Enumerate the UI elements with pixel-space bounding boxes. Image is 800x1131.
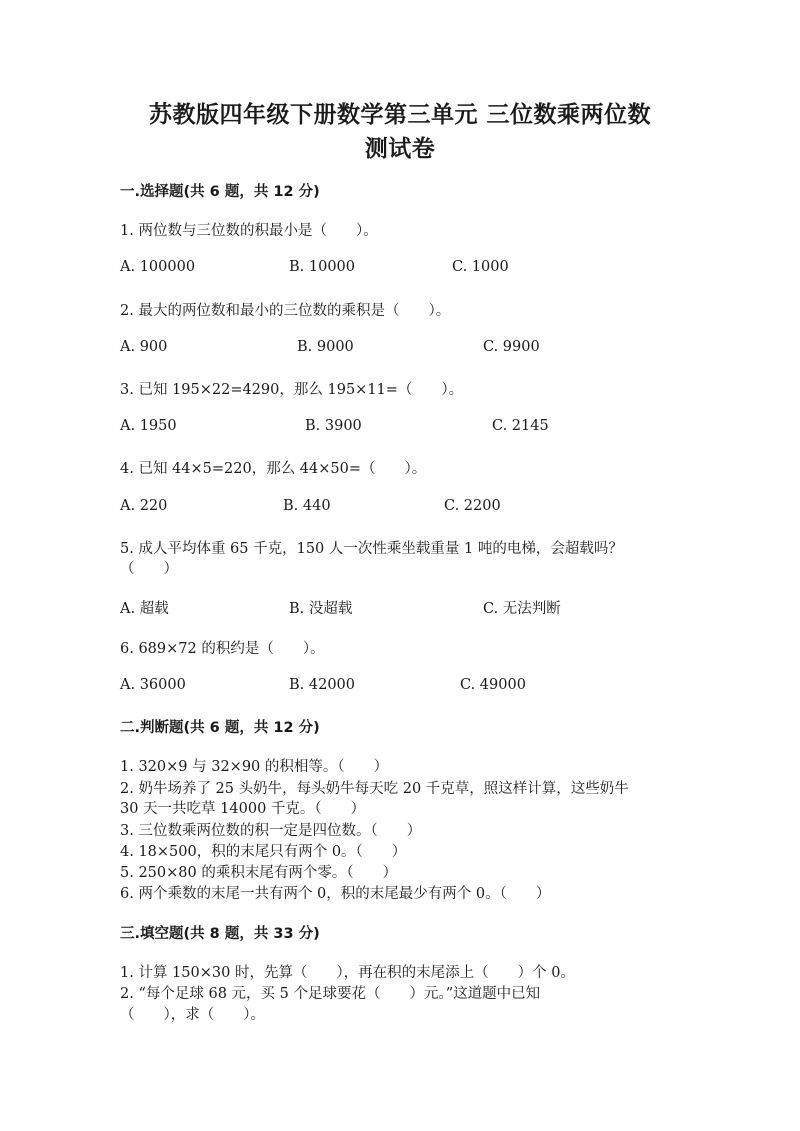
statement-line: 2. 奶牛场养了 25 头奶牛，每头奶牛每天吃 20 千克草，照这样计算，这些奶牛: [120, 781, 629, 797]
option-c: C. 9900: [483, 339, 540, 355]
question-stem: 6. 689×72 的积约是（ ）。: [120, 641, 325, 657]
fill-in-line: 2. “每个足球 68 元，买 5 个足球要花（ ）元。”这道题中已知: [120, 986, 541, 1002]
fill-in-line: （ ），求（ ）。: [120, 1007, 265, 1023]
option-a: A. 36000: [120, 677, 186, 693]
option-c: C. 无法判断: [483, 601, 561, 617]
section-heading-judgement: 二.判断题(共 6 题，共 12 分): [120, 720, 320, 736]
section-heading-choice: 一.选择题(共 6 题，共 12 分): [120, 184, 320, 200]
question-stem: 3. 已知 195×22=4290，那么 195×11=（ ）。: [120, 382, 464, 398]
question-stem: 1. 两位数与三位数的积最小是（ ）。: [120, 223, 378, 239]
question-stem: 4. 已知 44×5=220，那么 44×50=（ ）。: [120, 461, 427, 477]
question-stem-continued: （ ）: [120, 561, 178, 577]
section-heading-fill-in: 三.填空题(共 8 题，共 33 分): [120, 926, 320, 942]
option-c: C. 1000: [452, 259, 509, 275]
question-stem: 2. 最大的两位数和最小的三位数的乘积是（ ）。: [120, 303, 451, 319]
option-b: B. 10000: [289, 259, 356, 275]
option-b: B. 没超载: [289, 601, 353, 617]
option-a: A. 100000: [120, 259, 196, 275]
fill-in-line: 1. 计算 150×30 时，先算（ ），再在积的末尾添上（ ）个 0。: [120, 965, 576, 981]
question-stem: 5. 成人平均体重 65 千克，150 人一次性乘坐载重量 1 吨的电梯，会超载吗？: [120, 541, 623, 557]
option-c: C. 2145: [492, 418, 549, 434]
statement-line: 4. 18×500，积的末尾只有两个 0。（ ）: [120, 844, 407, 860]
option-a: A. 1950: [120, 418, 177, 434]
option-a: A. 220: [120, 498, 168, 514]
page-title-line2: 测试卷: [364, 136, 436, 162]
option-c: C. 49000: [460, 677, 526, 693]
option-b: B. 9000: [297, 339, 354, 355]
option-b: B. 440: [283, 498, 331, 514]
statement-line: 6. 两个乘数的末尾一共有两个 0，积的末尾最少有两个 0。（ ）: [120, 886, 551, 902]
statement-line: 30 天一共吃草 14000 千克。（ ）: [120, 801, 366, 817]
option-a: A. 900: [120, 339, 168, 355]
option-b: B. 3900: [305, 418, 362, 434]
statement-line: 3. 三位数乘两位数的积一定是四位数。（ ）: [120, 823, 422, 839]
page-title-line1: 苏教版四年级下册数学第三单元 三位数乘两位数: [148, 102, 651, 128]
option-b: B. 42000: [289, 677, 356, 693]
statement-line: 1. 320×9 与 32×90 的积相等。（ ）: [120, 759, 389, 775]
option-a: A. 超载: [120, 601, 169, 617]
option-c: C. 2200: [444, 498, 501, 514]
statement-line: 5. 250×80 的乘积末尾有两个零。（ ）: [120, 865, 398, 881]
